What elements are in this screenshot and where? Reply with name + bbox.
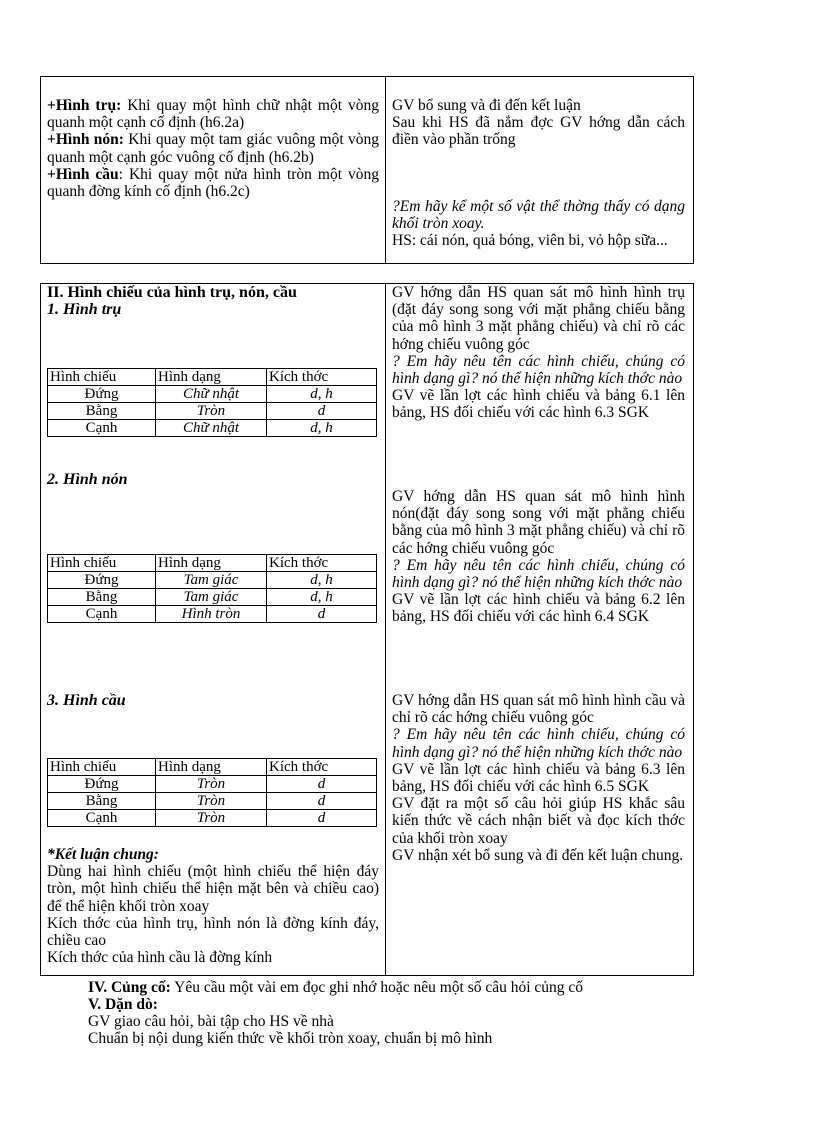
consolidation-line: IV. Củng cố: Yêu cầu một vài em đọc ghi nhớ hoặc nêu một số câu hỏi củng cố <box>88 979 584 996</box>
homework-line: Chuẩn bị nội dung kiến thức về khối tròn xoay, chuẩn bị mô hình <box>88 1030 493 1047</box>
section-heading: II. Hình chiếu của hình trụ, nón, cầu <box>47 284 297 301</box>
projection-table-cone <box>47 554 377 623</box>
teacher-guide: Sau khi HS đã nắm đợc GV hớng dẫn cách điền vào phần trống <box>392 114 685 149</box>
definition-cylinder: +Hình trụ: Khi quay một hình chữ nhật một vòng quanh một cạnh cố định (h6.2a) <box>47 97 379 132</box>
table2-left-cell <box>41 284 386 975</box>
table-row: Đứng Chữ nhật d, h <box>48 386 377 403</box>
term-sphere: +Hình cầu <box>47 165 119 183</box>
table1-left-cell <box>41 77 386 263</box>
homework-line: GV giao câu hỏi, bài tập cho HS về nhà <box>88 1013 334 1030</box>
table-row: Bằng Tròn d <box>48 793 377 810</box>
homework-heading: V. Dặn dò: <box>88 996 158 1013</box>
term-cylinder: +Hình trụ: <box>47 97 122 114</box>
definition-sphere: +Hình cầu: Khi quay một nửa hình tròn một vòng quanh đờng kính cố định (h6.2c) <box>47 165 379 201</box>
table-row: Bằng Tròn d <box>48 403 377 420</box>
term-cone: +Hình nón: <box>47 131 124 149</box>
lesson-table-part1 <box>40 76 694 264</box>
table-header-row: Hình chiếu Hình dạng Kích thớc <box>48 369 377 386</box>
table-row: Cạnh Hình tròn d <box>48 606 377 623</box>
table-header-row: Hình chiếu Hình dạng Kích thớc <box>48 759 377 776</box>
teacher-note: GV bổ sung và đi đến kết luận <box>392 97 581 114</box>
student-answer: HS: cái nón, quả bóng, viên bi, vỏ hộp sữa... <box>392 232 668 250</box>
table-row: Cạnh Tròn d <box>48 810 377 827</box>
table-row: Cạnh Chữ nhật d, h <box>48 420 377 437</box>
definition-cone: +Hình nón: Khi quay một tam giác vuông một vòng quanh một cạnh góc vuông cố định (h6.2b) <box>47 131 379 166</box>
projection-table-sphere <box>47 758 377 827</box>
rotation-definitions <box>47 97 379 200</box>
subheading-cylinder: 1. Hình trụ <box>47 301 122 318</box>
lesson-table-part2 <box>40 283 694 976</box>
cone-teacher-notes: GV hớng dẫn HS quan sát mô hình hình nón(đặt đáy song song với mặt phẳng chiếu bằng của mô hình 3 mặt phẳng chiếu) và chỉ rõ các hớng chiếu vuông góc ? Em hãy nêu tên các hình chiếu, chúng có hình dạng gì? nó thể hiện những kích thớc nào GV vẽ lần lợt các hình chiếu và bảng 6.2 lên bảng, HS đối chiếu với các hình 6.4 SGK <box>392 488 685 626</box>
table-row: Bằng Tam giác d, h <box>48 589 377 606</box>
conclusion-title: *Kết luận chung: <box>47 846 159 863</box>
question-text: ?Em hãy kể một số vật thể thờng thấy có dạng khối tròn xoay. <box>392 198 685 233</box>
projection-table-cylinder <box>47 368 377 437</box>
cylinder-teacher-notes: GV hớng dẫn HS quan sát mô hình hình trụ (đặt đáy song song với mặt phẳng chiếu bằng của mô hình 3 mặt phẳng chiếu) và chỉ rõ các hớng chiếu vuông góc ? Em hãy nêu tên các hình chiếu, chúng có hình dạng gì? nó thể hiện những kích thớc nào GV vẽ lần lợt các hình chiếu và bảng 6.1 lên bảng, HS đối chiếu với các hình 6.3 SGK <box>392 284 685 422</box>
table2-right-cell <box>386 284 693 975</box>
table-header-row: Hình chiếu Hình dạng Kích thớc <box>48 555 377 572</box>
table-row: Đứng Tròn d <box>48 776 377 793</box>
sphere-teacher-notes: GV hớng dẫn HS quan sát mô hình hình cầu và chỉ rõ các hớng chiếu vuông góc ? Em hãy nêu tên các hình chiếu, chúng có hình dạng gì? nó thể hiện những kích thớc nào GV vẽ lần lợt các hình chiếu và bảng 6.3 lên bảng, HS đối chiếu với các hình 6.5 SGK GV đặt ra một số câu hỏi giúp HS khắc sâu kiến thức về cách nhận biết và đọc kích thớc của khối tròn xoay GV nhận xét bổ sung và đi đến kết luận chung. <box>392 692 685 864</box>
table1-right-cell <box>386 77 693 263</box>
table-row: Đứng Tam giác d, h <box>48 572 377 589</box>
subheading-cone: 2. Hình nón <box>47 471 128 488</box>
general-conclusion: *Kết luận chung: Dùng hai hình chiếu (một hình chiếu thể hiện đáy tròn, một hình chiếu thể hiện mặt bên và chiều cao) để thể hiện khối tròn xoay Kích thớc của hình trụ, hình nón là đờng kính đáy, chiều cao Kích thớc của hình cầu là đờng kính <box>47 846 379 967</box>
subheading-sphere: 3. Hình cầu <box>47 692 126 709</box>
